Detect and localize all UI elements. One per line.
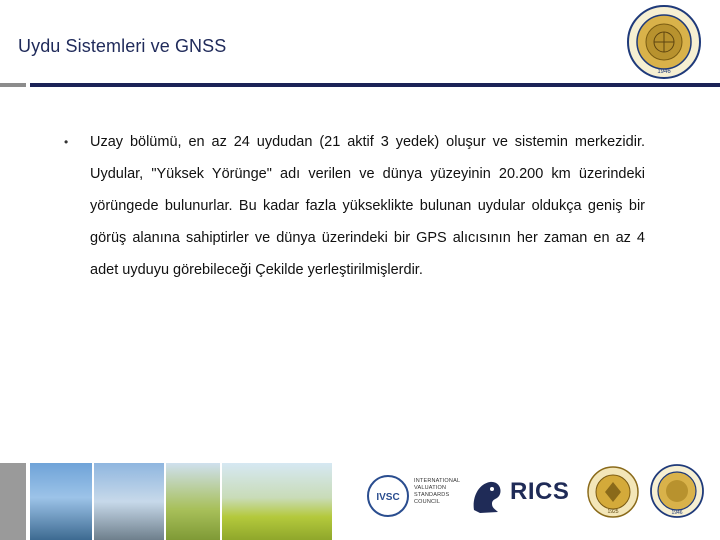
header-rule xyxy=(30,83,720,87)
footer-photo-field xyxy=(166,463,220,540)
gold-seal-year-text: 1925 xyxy=(607,509,619,515)
footer-photo-towers xyxy=(94,463,164,540)
body-paragraph: Uzay bölümü, en az 24 uydudan (21 aktif 3 yedek) oluşur ve sistemin merkezidir. Uydular, "Yüksek Yörünge" adı verilen ve dünya yüzeyinin 20.200 km üzerindeki yörüngede bulunurlar. Bu kadar fazla yükseklikte bulunan uydular oldukça geniş bir görüş alanına sahiptirler ve dünya üzerindeki bir GPS alıcısının her zaman en az 4 adet uyduyu görebileceği Çekilde yerleştirilmişlerdir. xyxy=(90,134,645,278)
gold-seal-icon xyxy=(587,466,639,518)
slide-title: Uydu Sistemleri ve GNSS xyxy=(18,36,227,56)
rics-lion-icon xyxy=(468,476,506,516)
small-seal-year-text: 1946 xyxy=(671,510,683,516)
footer-photo-city xyxy=(30,463,92,540)
seal-year-text: 1946 xyxy=(657,69,671,75)
bullet-marker: • xyxy=(64,135,69,149)
university-seal-logo xyxy=(626,4,702,80)
header-rule-left xyxy=(0,83,26,87)
ivsc-caption-line: COUNCIL xyxy=(414,499,441,505)
university-seal-small-icon xyxy=(650,464,704,518)
ivsc-caption-line: INTERNATIONAL xyxy=(414,478,461,484)
ivsc-logo-icon xyxy=(366,474,410,518)
ivsc-caption-line: STANDARDS xyxy=(414,492,450,498)
footer-photo-landscape xyxy=(222,463,332,540)
rics-logo-text: RICS xyxy=(510,478,570,505)
ivsc-mark-text: IVSC xyxy=(376,492,400,503)
ivsc-caption-line: VALUATION xyxy=(414,485,447,491)
footer-accent-bar xyxy=(0,463,26,540)
ivsc-caption xyxy=(414,478,464,506)
